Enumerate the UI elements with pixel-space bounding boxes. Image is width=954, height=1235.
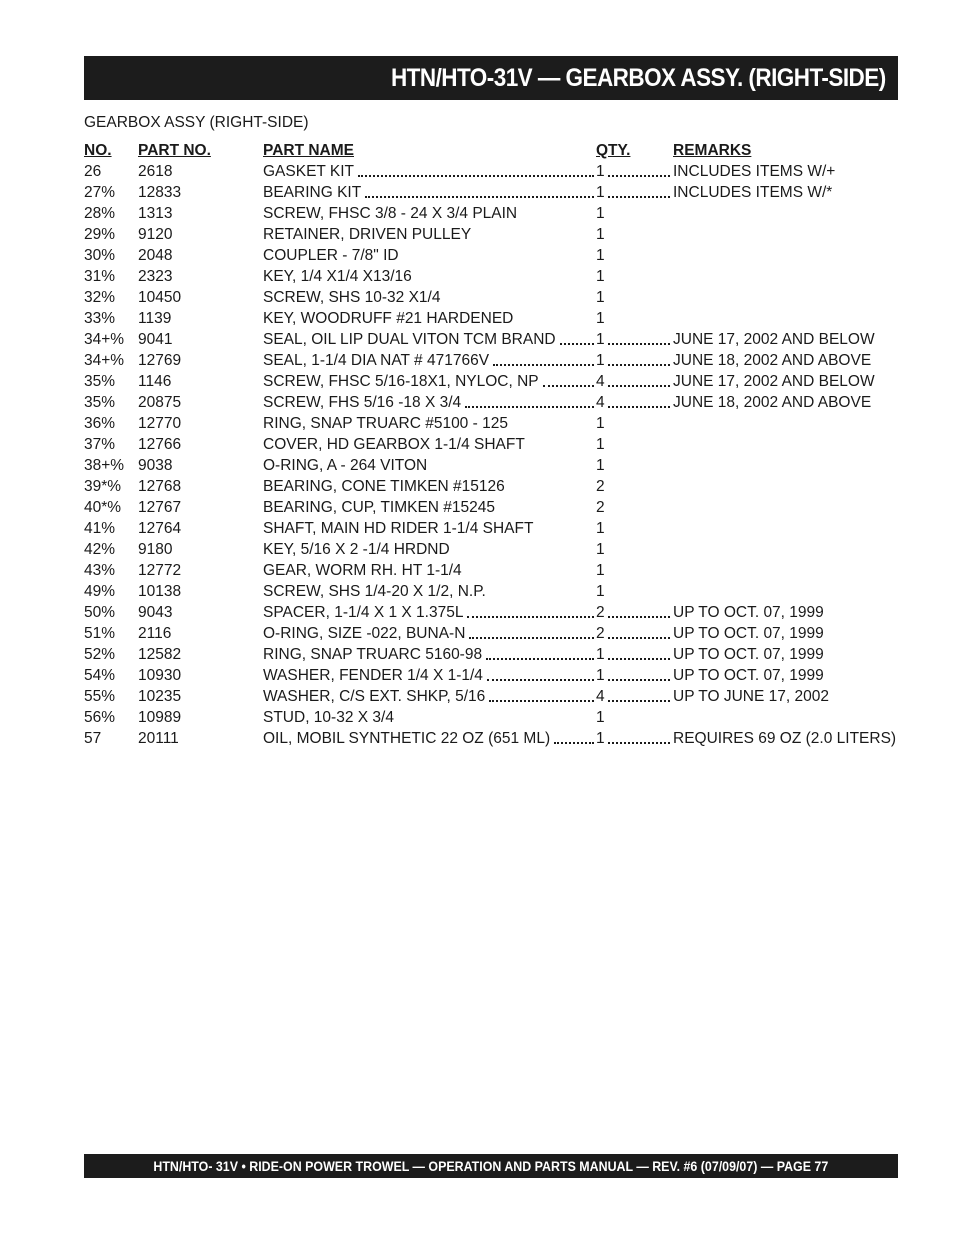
part-name: OIL, MOBIL SYNTHETIC 22 OZ (651 ML) xyxy=(263,730,551,747)
dot-leader xyxy=(469,637,594,639)
item-number: 52% xyxy=(84,646,116,663)
item-number: 34+% xyxy=(84,352,125,369)
remarks: JUNE 18, 2002 AND ABOVE xyxy=(673,352,872,369)
item-number: 43% xyxy=(84,562,116,579)
part-name: RETAINER, DRIVEN PULLEY xyxy=(263,226,472,243)
part-name: SCREW, FHS 5/16 -18 X 3/4 xyxy=(263,394,462,411)
item-number: 32% xyxy=(84,289,116,306)
dot-leader xyxy=(489,700,594,702)
part-number: 12766 xyxy=(138,436,182,453)
page-title: HTN/HTO-31V — GEARBOX ASSY. (RIGHT-SIDE) xyxy=(391,63,886,92)
part-number: 20875 xyxy=(138,394,182,411)
table-row xyxy=(84,602,904,623)
item-number: 57 xyxy=(84,730,102,747)
part-number: 9038 xyxy=(138,457,173,474)
quantity: 2 xyxy=(596,499,605,516)
part-name: COUPLER - 7/8" ID xyxy=(263,247,399,264)
table-row xyxy=(84,182,904,203)
quantity: 1 xyxy=(596,247,605,264)
footer-text: HTN/HTO- 31V • RIDE-ON POWER TROWEL — OPERATION AND PARTS MANUAL — REV. #6 (07/09/07) — PAGE 77 xyxy=(153,1158,829,1174)
part-name: STUD, 10-32 X 3/4 xyxy=(263,709,394,726)
item-number: 42% xyxy=(84,541,116,558)
remarks: UP TO OCT. 07, 1999 xyxy=(673,625,824,642)
part-number: 12770 xyxy=(138,415,182,432)
part-name: RING, SNAP TRUARC 5160-98 xyxy=(263,646,483,663)
remarks: INCLUDES ITEMS W/+ xyxy=(673,163,836,180)
dot-leader xyxy=(608,385,670,387)
part-name: O-RING, SIZE -022, BUNA-N xyxy=(263,625,466,642)
table-row xyxy=(84,329,904,350)
table-row xyxy=(84,518,904,539)
part-number: 10235 xyxy=(138,688,182,705)
item-number: 51% xyxy=(84,625,116,642)
dot-leader xyxy=(608,343,670,345)
parts-list-header xyxy=(84,140,904,161)
dot-leader xyxy=(487,679,594,681)
quantity: 1 xyxy=(596,415,605,432)
part-number: 10138 xyxy=(138,583,182,600)
remarks: JUNE 18, 2002 AND ABOVE xyxy=(673,394,872,411)
dot-leader xyxy=(543,385,594,387)
quantity: 1 xyxy=(596,289,605,306)
part-name: BEARING, CONE TIMKEN #15126 xyxy=(263,478,505,495)
dot-leader xyxy=(608,406,670,408)
part-number: 12768 xyxy=(138,478,182,495)
table-row xyxy=(84,413,904,434)
column-header-remarks: REMARKS xyxy=(673,142,752,159)
table-row xyxy=(84,161,904,182)
parts-list-rows xyxy=(84,161,904,749)
part-name: GASKET KIT xyxy=(263,163,355,180)
part-name: BEARING, CUP, TIMKEN #15245 xyxy=(263,499,496,516)
quantity: 1 xyxy=(596,562,605,579)
table-row xyxy=(84,350,904,371)
quantity: 1 xyxy=(596,667,605,684)
parts-list xyxy=(84,140,904,749)
part-name: GEAR, WORM RH. HT 1-1/4 xyxy=(263,562,462,579)
part-number: 12833 xyxy=(138,184,182,201)
dot-leader xyxy=(608,742,670,744)
item-number: 55% xyxy=(84,688,116,705)
part-name: COVER, HD GEARBOX 1-1/4 SHAFT xyxy=(263,436,525,453)
part-number: 1146 xyxy=(138,373,172,390)
quantity: 1 xyxy=(596,352,605,369)
dot-leader xyxy=(608,679,670,681)
quantity: 1 xyxy=(596,205,605,222)
part-number: 12582 xyxy=(138,646,182,663)
item-number: 35% xyxy=(84,394,116,411)
remarks: UP TO JUNE 17, 2002 xyxy=(673,688,829,705)
part-number: 2116 xyxy=(138,625,172,642)
quantity: 1 xyxy=(596,331,605,348)
part-number: 20111 xyxy=(138,730,179,747)
part-number: 1313 xyxy=(138,205,173,222)
quantity: 4 xyxy=(596,394,605,411)
quantity: 1 xyxy=(596,268,605,285)
table-row xyxy=(84,266,904,287)
part-number: 10989 xyxy=(138,709,182,726)
part-number: 9180 xyxy=(138,541,173,558)
table-row xyxy=(84,665,904,686)
item-number: 33% xyxy=(84,310,116,327)
section-label: GEARBOX ASSY (RIGHT-SIDE) xyxy=(84,114,309,131)
table-row xyxy=(84,224,904,245)
table-row xyxy=(84,560,904,581)
dot-leader xyxy=(608,700,670,702)
part-name: SPACER, 1-1/4 X 1 X 1.375L xyxy=(263,604,464,621)
item-number: 56% xyxy=(84,709,116,726)
part-name: SCREW, FHSC 5/16-18X1, NYLOC, NP xyxy=(263,373,539,390)
table-row xyxy=(84,539,904,560)
item-number: 28% xyxy=(84,205,116,222)
quantity: 2 xyxy=(596,478,605,495)
part-name: KEY, WOODRUFF #21 HARDENED xyxy=(263,310,514,327)
dot-leader xyxy=(560,343,594,345)
table-row xyxy=(84,581,904,602)
table-row xyxy=(84,203,904,224)
part-name: SCREW, SHS 10-32 X1/4 xyxy=(263,289,441,306)
remarks: JUNE 17, 2002 AND BELOW xyxy=(673,331,875,348)
dot-leader xyxy=(465,406,594,408)
part-number: 12769 xyxy=(138,352,182,369)
item-number: 38+% xyxy=(84,457,125,474)
table-row xyxy=(84,707,904,728)
column-header-part-name: PART NAME xyxy=(263,142,354,159)
item-number: 36% xyxy=(84,415,116,432)
item-number: 40*% xyxy=(84,499,122,516)
part-name: KEY, 5/16 X 2 -1/4 HRDND xyxy=(263,541,450,558)
footer-bar xyxy=(84,1154,898,1178)
table-row xyxy=(84,686,904,707)
part-name: WASHER, C/S EXT. SHKP, 5/16 xyxy=(263,688,486,705)
quantity: 1 xyxy=(596,646,605,663)
dot-leader xyxy=(365,196,594,198)
dot-leader xyxy=(608,196,670,198)
table-row xyxy=(84,476,904,497)
item-number: 34+% xyxy=(84,331,125,348)
table-row xyxy=(84,371,904,392)
quantity: 1 xyxy=(596,310,605,327)
part-name: O-RING, A - 264 VITON xyxy=(263,457,428,474)
table-row xyxy=(84,455,904,476)
column-header-no: NO. xyxy=(84,142,112,159)
part-number: 2618 xyxy=(138,163,173,180)
item-number: 41% xyxy=(84,520,116,537)
table-row xyxy=(84,434,904,455)
dot-leader xyxy=(608,364,670,366)
quantity: 2 xyxy=(596,625,605,642)
item-number: 31% xyxy=(84,268,116,285)
part-name: KEY, 1/4 X1/4 X13/16 xyxy=(263,268,412,285)
table-row xyxy=(84,392,904,413)
part-number: 12772 xyxy=(138,562,182,579)
dot-leader xyxy=(608,637,670,639)
part-name: SHAFT, MAIN HD RIDER 1-1/4 SHAFT xyxy=(263,520,534,537)
dot-leader xyxy=(493,364,594,366)
quantity: 1 xyxy=(596,520,605,537)
dot-leader xyxy=(608,175,670,177)
table-row xyxy=(84,623,904,644)
item-number: 50% xyxy=(84,604,116,621)
dot-leader xyxy=(467,616,594,618)
part-name: BEARING KIT xyxy=(263,184,362,201)
table-row xyxy=(84,644,904,665)
item-number: 30% xyxy=(84,247,116,264)
item-number: 29% xyxy=(84,226,116,243)
quantity: 1 xyxy=(596,163,605,180)
quantity: 1 xyxy=(596,184,605,201)
part-number: 12764 xyxy=(138,520,182,537)
item-number: 37% xyxy=(84,436,116,453)
quantity: 1 xyxy=(596,457,605,474)
item-number: 54% xyxy=(84,667,116,684)
dot-leader xyxy=(358,175,594,177)
part-number: 12767 xyxy=(138,499,182,516)
part-name: RING, SNAP TRUARC #5100 - 125 xyxy=(263,415,508,432)
item-number: 27% xyxy=(84,184,116,201)
table-row xyxy=(84,287,904,308)
dot-leader xyxy=(486,658,594,660)
quantity: 1 xyxy=(596,730,605,747)
quantity: 4 xyxy=(596,373,605,390)
table-row xyxy=(84,308,904,329)
part-number: 9120 xyxy=(138,226,173,243)
quantity: 1 xyxy=(596,709,605,726)
part-name: SCREW, SHS 1/4-20 X 1/2, N.P. xyxy=(263,583,486,600)
remarks: INCLUDES ITEMS W/* xyxy=(673,184,833,201)
part-number: 9043 xyxy=(138,604,173,621)
part-number: 2323 xyxy=(138,268,173,285)
part-number: 1139 xyxy=(138,310,172,327)
table-row xyxy=(84,728,904,749)
part-name: WASHER, FENDER 1/4 X 1-1/4 xyxy=(263,667,483,684)
item-number: 35% xyxy=(84,373,116,390)
part-number: 10930 xyxy=(138,667,182,684)
dot-leader xyxy=(608,658,670,660)
remarks: UP TO OCT. 07, 1999 xyxy=(673,604,824,621)
quantity: 2 xyxy=(596,604,605,621)
dot-leader xyxy=(608,616,670,618)
dot-leader xyxy=(554,742,594,744)
item-number: 39*% xyxy=(84,478,122,495)
page-title-bar xyxy=(84,56,898,100)
part-number: 10450 xyxy=(138,289,182,306)
quantity: 1 xyxy=(596,583,605,600)
part-number: 2048 xyxy=(138,247,173,264)
quantity: 4 xyxy=(596,688,605,705)
item-number: 26 xyxy=(84,163,102,180)
remarks: UP TO OCT. 07, 1999 xyxy=(673,667,824,684)
part-number: 9041 xyxy=(138,331,173,348)
table-row xyxy=(84,245,904,266)
column-header-qty: QTY. xyxy=(596,142,631,159)
part-name: SCREW, FHSC 3/8 - 24 X 3/4 PLAIN xyxy=(263,205,518,222)
quantity: 1 xyxy=(596,436,605,453)
item-number: 49% xyxy=(84,583,116,600)
column-header-part-no: PART NO. xyxy=(138,142,211,159)
remarks: UP TO OCT. 07, 1999 xyxy=(673,646,824,663)
remarks: REQUIRES 69 OZ (2.0 LITERS) xyxy=(673,730,897,747)
quantity: 1 xyxy=(596,226,605,243)
remarks: JUNE 17, 2002 AND BELOW xyxy=(673,373,875,390)
part-name: SEAL, 1-1/4 DIA NAT # 471766V xyxy=(263,352,490,369)
table-row xyxy=(84,497,904,518)
quantity: 1 xyxy=(596,541,605,558)
part-name: SEAL, OIL LIP DUAL VITON TCM BRAND xyxy=(263,331,556,348)
